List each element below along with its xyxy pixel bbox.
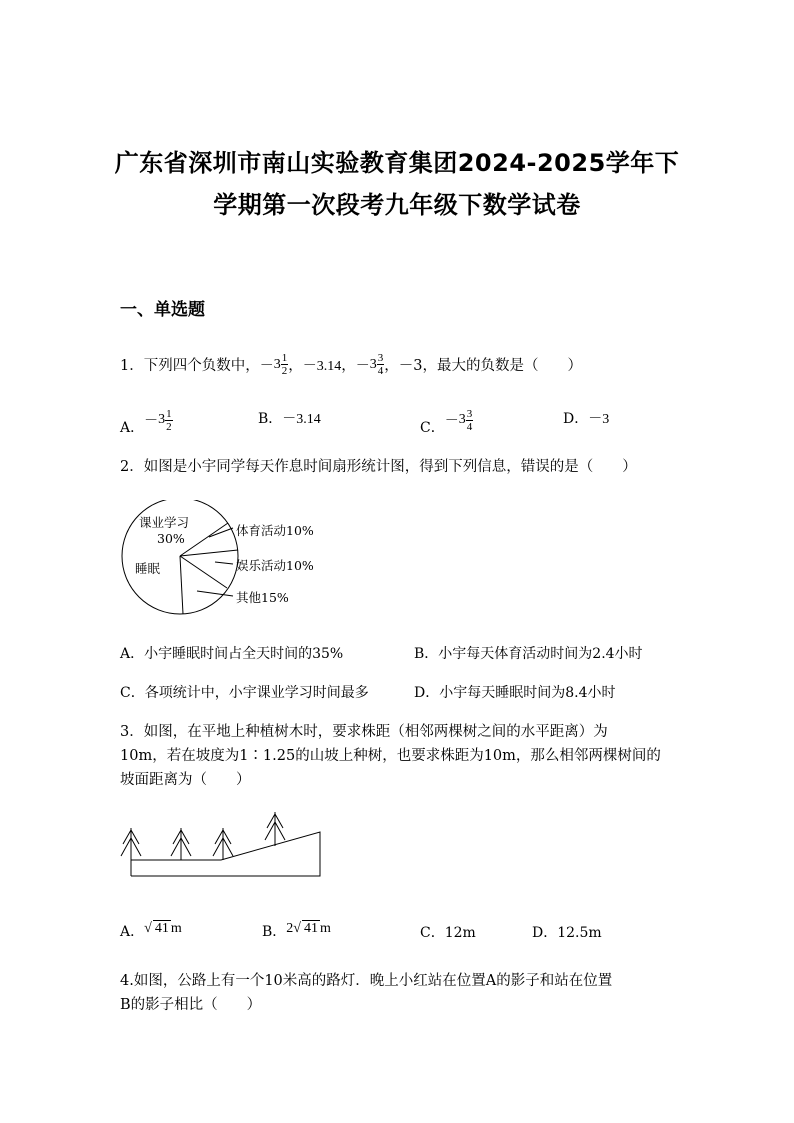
q1-suffix: ，－3，最大的负数是（ ） bbox=[384, 358, 582, 374]
pie-chart-figure bbox=[115, 500, 345, 615]
label-fun: 娱乐活动10% bbox=[236, 558, 314, 573]
q1-prefix: 1．下列四个负数中， bbox=[120, 358, 260, 374]
q2-option-b[interactable]: B．小宇每天体育活动时间为2.4小时 bbox=[414, 646, 643, 662]
q1-number-1: － 3 $\frac{1}{2}$ bbox=[259, 352, 288, 377]
question-3-line2: 10m，若在坡度为1∶1.25的山坡上种树，也要求株距为10m，那么相邻两棵树间的 bbox=[120, 748, 661, 764]
question-4-line2: B的影子相比（ ） bbox=[120, 997, 262, 1013]
q1-option-b[interactable]: B． －3.14 bbox=[258, 411, 321, 427]
label-sleep: 睡眠 bbox=[135, 561, 161, 576]
q1-option-c[interactable]: C． － 3 $\frac{3}{4}$ bbox=[420, 407, 473, 436]
section-header: 一、单选题 bbox=[120, 300, 205, 320]
question-2: 2．如图是小宇同学每天作息时间扇形统计图，得到下列信息，错误的是（ ） bbox=[120, 459, 637, 475]
q1-number-3: － 3 $\frac{3}{4}$ bbox=[355, 352, 384, 377]
tree-icon bbox=[121, 828, 141, 860]
label-study-pct: 30% bbox=[157, 531, 185, 546]
question-3-line3: 坡面距离为（ ） bbox=[120, 772, 251, 788]
q2-option-d[interactable]: D．小宇每天睡眠时间为8.4小时 bbox=[414, 685, 616, 701]
q3-option-b[interactable]: B． 2√ 41 m bbox=[262, 921, 331, 940]
tree-icon bbox=[213, 828, 233, 860]
q3-option-d[interactable]: D．12.5m bbox=[532, 925, 602, 941]
q2-option-a[interactable]: A．小宇睡眠时间占全天时间的35% bbox=[120, 646, 344, 662]
q1-option-d[interactable]: D． －3 bbox=[563, 411, 610, 427]
q3-option-c[interactable]: C．12m bbox=[420, 925, 476, 941]
page-title-line1: 广东省深圳市南山实验教育集团2024-2025学年下 bbox=[114, 149, 680, 177]
label-study: 课业学习 bbox=[139, 515, 190, 530]
tree-icon bbox=[265, 812, 285, 846]
q2-option-c[interactable]: C．各项统计中，小宇课业学习时间最多 bbox=[120, 685, 369, 701]
question-3-line1: 3．如图，在平地上种植树木时，要求株距（相邻两棵树之间的水平距离）为 bbox=[120, 724, 608, 740]
slope-trees-figure bbox=[115, 808, 330, 880]
q1-option-a[interactable]: A． － 3 $\frac{1}{2}$ bbox=[120, 407, 172, 436]
q1-number-2: －3.14 bbox=[302, 358, 342, 374]
tree-icon bbox=[171, 828, 191, 860]
q3-option-a[interactable]: A． √ 41 m bbox=[120, 921, 182, 940]
label-other: 其他15% bbox=[236, 590, 289, 605]
question-4-line1: 4.如图，公路上有一个10米高的路灯．晚上小红站在位置A的影子和站在位置 bbox=[120, 973, 613, 989]
question-1: 1．下列四个负数中， － 3 $\frac{1}{2}$ ， －3.14 ， － 3 $\frac{3}{4}$ ，－3，最大的负数是（ ） bbox=[120, 352, 582, 377]
page-title-line2: 学期第一次段考九年级下数学试卷 bbox=[213, 191, 581, 219]
label-sports: 体育活动10% bbox=[236, 523, 314, 538]
